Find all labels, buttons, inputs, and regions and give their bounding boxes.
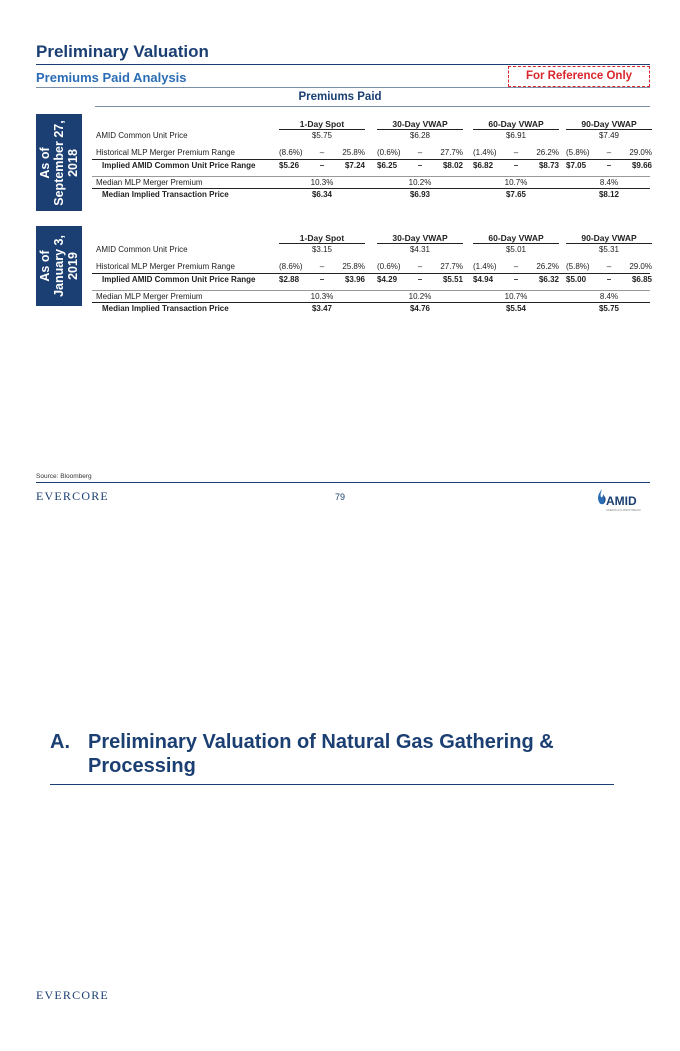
range-low: (5.8%)	[566, 262, 590, 271]
side-tab-september	[36, 114, 82, 211]
range-dash: –	[606, 148, 612, 157]
row-label: Median Implied Transaction Price	[102, 190, 229, 199]
row-label: Implied AMID Common Unit Price Range	[102, 161, 256, 170]
historical-premium-row	[92, 261, 650, 273]
table-cell: 8.4%	[599, 178, 619, 187]
page-subtitle: Premiums Paid Analysis	[36, 70, 187, 85]
premiums-table-january	[92, 233, 650, 314]
side-tab-line: As of	[38, 250, 52, 282]
range-high: 29.0%	[629, 148, 652, 157]
range-dash: –	[513, 148, 519, 157]
range-dash: –	[606, 262, 612, 271]
column-header	[566, 233, 652, 244]
range-high: $8.73	[538, 161, 559, 170]
reference-badge: For Reference Only	[508, 66, 650, 87]
title-divider	[36, 64, 650, 65]
range-low: (0.6%)	[377, 148, 401, 157]
column-header	[566, 119, 652, 130]
table-cell: $5.31	[598, 245, 620, 254]
range-high: 26.2%	[536, 262, 559, 271]
row-label: Implied AMID Common Unit Price Range	[102, 275, 256, 284]
range-high: $9.66	[631, 161, 652, 170]
range-high: 26.2%	[536, 148, 559, 157]
table-cell: 10.7%	[504, 292, 528, 301]
column-header-label: 90-Day VWAP	[581, 233, 637, 243]
table-cell: $7.65	[505, 190, 527, 199]
evercore-logo-bottom-text: EVERCORE	[36, 988, 109, 1002]
column-header-row	[92, 119, 650, 130]
side-tab-line: January 3,	[52, 235, 66, 297]
range-dash: –	[513, 275, 519, 284]
median-premium-row	[92, 290, 650, 302]
table-cell: 10.2%	[408, 178, 432, 187]
table-cell: $6.91	[505, 131, 527, 140]
range-dash: –	[606, 161, 612, 170]
table-cell: $5.75	[311, 131, 333, 140]
range-dash: –	[417, 161, 423, 170]
range-low: $4.94	[473, 275, 494, 284]
range-low: $7.05	[566, 161, 587, 170]
amid-logo-text: AMID	[606, 494, 637, 508]
table-cell: $6.34	[311, 190, 333, 199]
table-cell: 8.4%	[599, 292, 619, 301]
implied-price-range-row	[92, 159, 650, 171]
amid-logo	[592, 486, 652, 514]
range-dash: –	[319, 275, 325, 284]
page-number: 79	[334, 492, 345, 502]
range-high: $7.24	[344, 161, 365, 170]
divider-letter: A.	[50, 731, 70, 753]
range-high: 29.0%	[629, 262, 652, 271]
unit-price-row	[92, 130, 650, 142]
range-dash: –	[319, 262, 325, 271]
table-cell: $5.01	[505, 245, 527, 254]
table-cell: $4.31	[409, 245, 431, 254]
section-title: Premiums Paid	[298, 91, 382, 103]
section-divider	[95, 106, 650, 107]
column-header	[279, 119, 365, 130]
row-label: AMID Common Unit Price	[96, 131, 188, 140]
table-cell: 10.3%	[310, 178, 334, 187]
table-cell: $3.47	[311, 304, 333, 313]
column-header	[473, 233, 559, 244]
range-dash: –	[513, 262, 519, 271]
column-header-label: 30-Day VWAP	[392, 233, 448, 243]
range-high: 27.7%	[440, 262, 463, 271]
row-label: AMID Common Unit Price	[96, 245, 188, 254]
range-low: $6.25	[377, 161, 398, 170]
side-tab-line: 2018	[66, 148, 80, 177]
table-cell: $7.49	[598, 131, 620, 140]
range-dash: –	[319, 161, 325, 170]
table-cell: 10.3%	[310, 292, 334, 301]
column-header	[377, 233, 463, 244]
column-header-row	[92, 233, 650, 244]
range-dash: –	[417, 275, 423, 284]
unit-price-row	[92, 244, 650, 256]
side-tab-line: 2019	[66, 252, 80, 280]
premiums-table-september	[92, 119, 650, 200]
table-cell: $8.12	[598, 190, 620, 199]
column-header-label: 30-Day VWAP	[392, 119, 448, 129]
column-header-label: 1-Day Spot	[299, 233, 345, 243]
range-low: (0.6%)	[377, 262, 401, 271]
table-cell: $3.15	[311, 245, 333, 254]
range-dash: –	[417, 262, 423, 271]
page-title: Preliminary Valuation	[36, 42, 209, 61]
range-low: $6.82	[473, 161, 494, 170]
range-low: $5.00	[566, 275, 587, 284]
range-dash: –	[417, 148, 423, 157]
divider-rule	[50, 784, 614, 785]
subtitle-divider	[36, 87, 650, 88]
median-premium-row	[92, 176, 650, 188]
table-cell: $5.75	[598, 304, 620, 313]
range-low: $4.29	[377, 275, 398, 284]
table-cell: 10.2%	[408, 292, 432, 301]
row-label: Historical MLP Merger Premium Range	[96, 262, 236, 271]
row-label: Median MLP Merger Premium	[96, 178, 203, 187]
range-high: $5.51	[442, 275, 463, 284]
table-cell: $5.54	[505, 304, 527, 313]
column-header	[473, 119, 559, 130]
range-dash: –	[513, 161, 519, 170]
range-low: $5.26	[279, 161, 300, 170]
range-high: 25.8%	[342, 262, 365, 271]
column-header-label: 1-Day Spot	[299, 119, 345, 129]
row-label: Median Implied Transaction Price	[102, 304, 229, 313]
footer-divider	[36, 482, 650, 483]
historical-premium-row	[92, 147, 650, 159]
table-cell: $6.28	[409, 131, 431, 140]
range-dash: –	[606, 275, 612, 284]
range-low: (8.6%)	[279, 148, 303, 157]
table-cell: $4.76	[409, 304, 431, 313]
range-low: (1.4%)	[473, 262, 497, 271]
implied-price-range-row	[92, 273, 650, 285]
side-tab-line: September 27,	[52, 119, 66, 206]
divider-title: Preliminary Valuation of Natural Gas Gathering & Processing	[88, 731, 554, 777]
table-cell: $6.93	[409, 190, 431, 199]
evercore-logo-bottom	[36, 988, 109, 1003]
source-note: Source: Bloomberg	[36, 473, 92, 480]
range-high: $8.02	[442, 161, 463, 170]
column-header	[279, 233, 365, 244]
row-label: Historical MLP Merger Premium Range	[96, 148, 236, 157]
column-header-label: 60-Day VWAP	[488, 119, 544, 129]
range-dash: –	[319, 148, 325, 157]
median-price-row	[92, 302, 650, 314]
range-low: (5.8%)	[566, 148, 590, 157]
range-high: $3.96	[344, 275, 365, 284]
range-high: $6.32	[538, 275, 559, 284]
table-cell: 10.7%	[504, 178, 528, 187]
amid-logo-subtext: AMERICAN MIDSTREAM	[606, 508, 641, 512]
range-low: $2.88	[279, 275, 300, 284]
column-header	[377, 119, 463, 130]
side-tab-january	[36, 226, 82, 306]
range-high: 27.7%	[440, 148, 463, 157]
range-low: (1.4%)	[473, 148, 497, 157]
range-high: 25.8%	[342, 148, 365, 157]
range-low: (8.6%)	[279, 262, 303, 271]
row-label: Median MLP Merger Premium	[96, 292, 203, 301]
column-header-label: 60-Day VWAP	[488, 233, 544, 243]
side-tab-line: As of	[38, 146, 52, 179]
column-header-label: 90-Day VWAP	[581, 119, 637, 129]
median-price-row	[92, 188, 650, 200]
range-high: $6.85	[631, 275, 652, 284]
evercore-logo-text: EVERCORE	[36, 489, 109, 503]
